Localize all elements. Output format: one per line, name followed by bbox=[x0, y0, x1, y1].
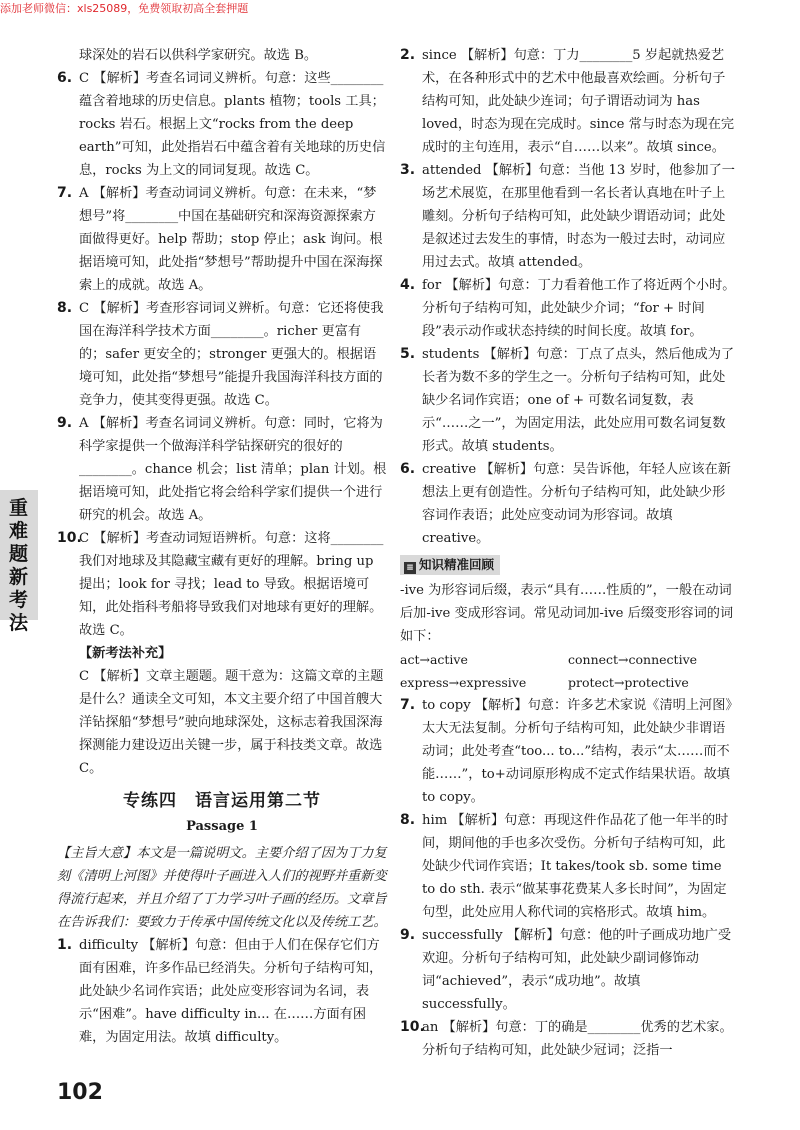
word-pair-row bbox=[400, 671, 736, 694]
answer-item bbox=[400, 44, 736, 159]
intro-continuation: 球深处的岩石以供科学家研究。故选 B。 bbox=[79, 48, 318, 63]
item-text: C 【解析】考查形容词词义辨析。句意：它还将使我国在海洋科学技术方面________。richer 更富有的；safer 更安全的；stronger 更强大的。根据语境可知，此处指“梦想号”能提升我国海洋科技方面的竞争力，使其变得更强。故选 C。 bbox=[79, 301, 384, 408]
answer-item bbox=[400, 809, 736, 924]
new-method-heading: 【新考法补充】 bbox=[79, 646, 172, 661]
answer-item bbox=[57, 412, 387, 527]
item-number: 1. bbox=[57, 937, 73, 953]
knowledge-review-tag-row bbox=[400, 554, 736, 577]
item-number: 5. bbox=[400, 346, 416, 362]
answer-item bbox=[57, 67, 387, 182]
knowledge-review-tag bbox=[400, 555, 500, 575]
word-pair-row bbox=[400, 648, 736, 671]
item-number: 6. bbox=[400, 461, 416, 477]
item-number: 8. bbox=[400, 812, 416, 828]
page-number: 102 bbox=[57, 1080, 103, 1105]
item-number: 8. bbox=[57, 300, 73, 316]
section-title: 专练四 语言运用第二节 bbox=[123, 791, 321, 811]
item-text: creative 【解析】句意：吴告诉他，年轻人应该在新想法上更有创造性。分析句子结构可知，此处缺少形容词作表语；此处应变动词为形容词。故填 creative。 bbox=[422, 462, 731, 546]
main-idea: 【主旨大意】本文是一篇说明文。主要介绍了因为丁力复刻《清明上河图》并使得叶子画进入人们的视野并重新变得流行起来，并且介绍了丁力学习叶子画的经历。文章旨在告诉我们：要致力于传承中国传统文化以及传统工艺。 bbox=[57, 846, 387, 930]
answer-item bbox=[57, 527, 387, 642]
answer-item bbox=[400, 343, 736, 458]
item-number: 10. bbox=[400, 1019, 425, 1035]
item-text: difficulty 【解析】句意：但由于人们在保存它们方面有困难，许多作品已经消失。分析句子结构可知，此处缺少名词作宾语；此处应变形容词为名词，表示“困难”。have difficulty in... 在……方面有困难，为固定用法。故填 difficulty。 bbox=[79, 938, 383, 1045]
item-number: 7. bbox=[57, 185, 73, 201]
item-number: 10. bbox=[57, 530, 82, 546]
answer-item bbox=[400, 159, 736, 274]
word-pair: connect→connective bbox=[568, 652, 698, 667]
item-number: 4. bbox=[400, 277, 416, 293]
side-tab-label: 重难题新考法 bbox=[9, 497, 29, 634]
answer-item bbox=[57, 182, 387, 297]
item-number: 9. bbox=[400, 927, 416, 943]
item-text: attended 【解析】句意：当他 13 岁时，他参加了一场艺术展览，在那里他看到一名长者认真地在叶子上雕刻。分析句子结构可知，此处缺少谓语动词；此处是叙述过去发生的事情，时态为一般过去时，动词应用过去式。故填 attended。 bbox=[422, 163, 735, 270]
answer-item bbox=[400, 1016, 736, 1062]
answer-item bbox=[400, 694, 736, 809]
knowledge-text: -ive 为形容词后缀，表示“具有……性质的”，一般在动词后加-ive 变成形容词。常见动词加-ive 后缀变形容词的词如下： bbox=[400, 583, 734, 644]
item-text: successfully 【解析】句意：他的叶子画成功地广受欢迎。分析句子结构可知，此处缺少副词修饰动词“achieved”，表示“成功地”。故填 successfully。 bbox=[422, 928, 732, 1012]
right-column bbox=[400, 44, 736, 1062]
item-number: 7. bbox=[400, 697, 416, 713]
answer-item bbox=[400, 274, 736, 343]
item-text: A 【解析】考查名词词义辨析。句意：同时，它将为科学家提供一个做海洋科学钻探研究的很好的________。chance 机会；list 清单；plan 计划。根据语境可知，此处指它将会给科学家们提供一个进行研究的机会。故选 A。 bbox=[79, 416, 387, 523]
word-pair: act→active bbox=[400, 652, 468, 667]
answer-item bbox=[400, 924, 736, 1016]
item-text: C 【解析】考查动词短语辨析。句意：这将________我们对地球及其隐藏宝藏有更好的理解。bring up 提出；look for 寻找；lead to 导致。根据语境可知，此处指科考船将导致我们对地球有更好的理解。故选 C。 bbox=[79, 531, 384, 638]
item-text: students 【解析】句意：丁点了点头，然后他成为了长者为数不多的学生之一。分析句子结构可知，此处缺少名词作宾语；one of + 可数名词复数，表示“……之一”，为固定用法，此处应用可数名词复数形式。故填 students。 bbox=[422, 347, 735, 454]
item-text: an 【解析】句意：丁的确是________优秀的艺术家。分析句子结构可知，此处缺少冠词；泛指一 bbox=[422, 1020, 733, 1058]
answer-item bbox=[400, 458, 736, 550]
answer-item bbox=[57, 934, 387, 1049]
word-pair: express→expressive bbox=[400, 675, 527, 690]
item-number: 6. bbox=[57, 70, 73, 86]
item-number: 9. bbox=[57, 415, 73, 431]
item-number: 2. bbox=[400, 47, 416, 63]
watermark-banner: 添加老师微信：xls25089，免费领取初高全套押题 bbox=[0, 2, 249, 15]
book-icon: ≡ bbox=[404, 562, 416, 574]
item-text: since 【解析】句意：丁力________5 岁起就热爱艺术，在各种形式中的艺术中他最喜欢绘画。分析句子结构可知，此处缺少连词；句子谓语动词为 has loved，时态为现在完成时。since 常与时态为现在完成时的主句连用，表示“自……以来”。故填 since。 bbox=[422, 48, 735, 155]
item-text: to copy 【解析】句意：许多艺术家说《清明上河图》太大无法复制。分析句子结构可知，此处缺少非谓语动词；此处考查“too... to...”结构，表示“太……而不能……”，to+动词原形构成不定式作结果状语。故填 to copy。 bbox=[422, 698, 732, 805]
new-method-text: C 【解析】文章主题题。题干意为：这篇文章的主题是什么？通读全文可知，本文主要介绍了中国首艘大洋钻探船“梦想号”驶向地球深处，这标志着我国深海探测能力建设迈出关键一步，属于科技类文章。故选 C。 bbox=[79, 669, 384, 776]
knowledge-review-label: 知识精准回顾 bbox=[419, 557, 495, 572]
passage-title: Passage 1 bbox=[186, 819, 258, 834]
item-number: 3. bbox=[400, 162, 416, 178]
left-column bbox=[57, 44, 387, 1049]
item-text: A 【解析】考查动词词义辨析。句意：在未来，“梦想号”将________中国在基础研究和深海资源探索方面做得更好。help 帮助；stop 停止；ask 询问。根据语境可知，此处指“梦想号”帮助提升中国在深海探索上的成就。故选 A。 bbox=[79, 186, 383, 293]
word-pair: protect→protective bbox=[568, 675, 689, 690]
answer-item bbox=[57, 297, 387, 412]
item-text: for 【解析】句意：丁力看着他工作了将近两个小时。分析句子结构可知，此处缺少介词；“for + 时间段”表示动作或状态持续的时间长度。故填 for。 bbox=[422, 278, 736, 339]
item-text: him 【解析】句意：再现这件作品花了他一年半的时间，期间他的手也多次受伤。分析句子结构可知，此处缺少代词作宾语；It takes/took sb. some time to do sth. 表示“做某事花费某人多长时间”，为固定句型，此处应用人称代词的宾格形式。故填 him。 bbox=[422, 813, 729, 920]
item-text: C 【解析】考查名词词义辨析。句意：这些________蕴含着地球的历史信息。plants 植物；tools 工具；rocks 岩石。根据上文“rocks from the deep earth”可知，此处指岩石中蕴含着有关地球的历史信息，rocks 为上文的同词复现。故选 C。 bbox=[79, 71, 386, 178]
